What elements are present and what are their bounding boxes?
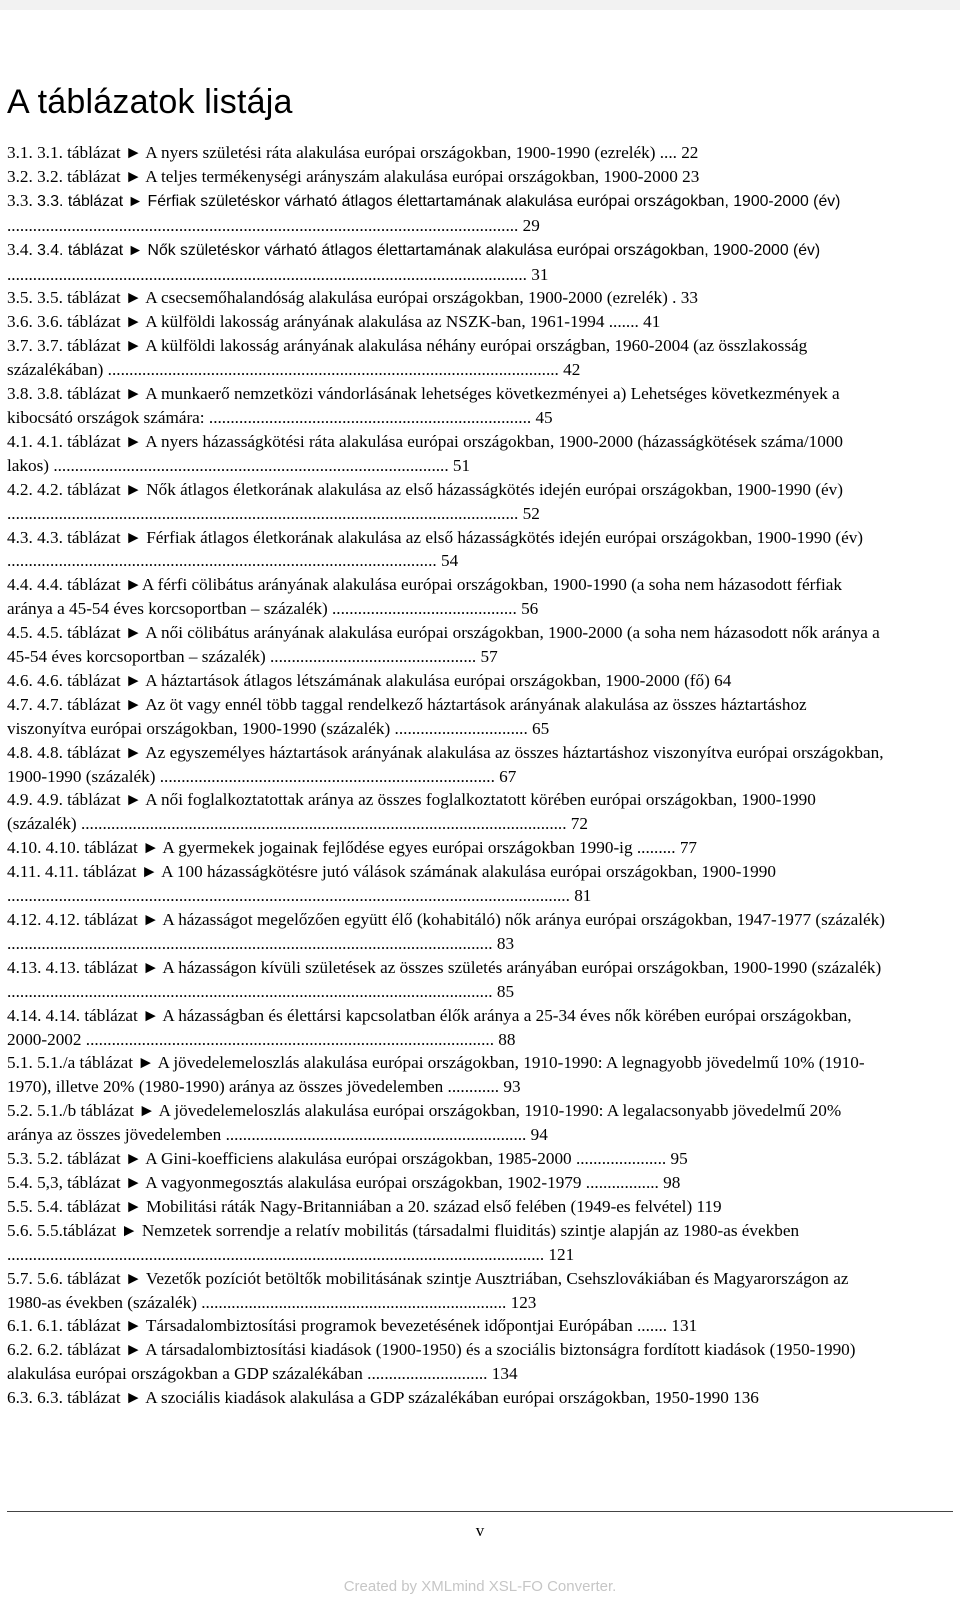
entry-page-number: 88 bbox=[498, 1029, 516, 1049]
entry-number: 3.3. bbox=[7, 190, 38, 210]
dot-leader: ............................... bbox=[390, 718, 533, 738]
entry-page-number: 52 bbox=[522, 503, 540, 523]
entry-title: 3.7. táblázat ► A külföldi lakosság arányának alakulása néhány európai országban, 1960-2004 (az összlakosság százalékában) bbox=[7, 336, 808, 380]
entry-title: 3.8. táblázat ► A munkaerő nemzetközi vándorlásának lehetséges következményei a) Lehetséges következmények a kibocsátó országok számára: bbox=[7, 384, 840, 427]
dot-leader: ....................................................................... bbox=[196, 1292, 511, 1312]
entry-number: 6.2. bbox=[7, 1340, 38, 1360]
entry-title: 4.9. táblázat ► A női foglalkoztatottak aránya az összes foglalkoztatott körében európai országokban, 1900-1990 (százalék) bbox=[7, 790, 816, 834]
dot-leader: ........................................................................... bbox=[204, 407, 536, 427]
dot-leader: ....... bbox=[604, 312, 644, 332]
entry-title: 5.6. táblázat ► Vezetők pozíciót betöltők mobilitásának szintje Ausztriában, Csehszlovákiában és Magyarországon az 1980-as években (százalék) bbox=[7, 1268, 849, 1312]
entry-number: 6.1. bbox=[7, 1316, 38, 1336]
entry-page-number: 83 bbox=[496, 933, 515, 953]
dot-leader: ......................................................................................................................... bbox=[7, 264, 532, 284]
entry-number: 3.4. bbox=[7, 239, 38, 259]
entry-page-number: 131 bbox=[671, 1316, 698, 1336]
toc-entry[interactable] bbox=[7, 669, 887, 693]
dot-leader: ....................................................................................................................... bbox=[7, 215, 523, 235]
entry-page-number: 85 bbox=[496, 981, 515, 1001]
entry-title: 3.4. táblázat ► Nők születéskor várható átlagos élettartamának alakulása európai országokban, 1900-2000 (év) bbox=[37, 241, 821, 259]
toc-entry[interactable] bbox=[7, 1099, 887, 1147]
page-number: v bbox=[475, 1521, 485, 1540]
entry-page-number: 72 bbox=[570, 814, 588, 834]
entry-title: 3.3. táblázat ► Férfiak születéskor várható átlagos élettartamának alakulása európai országokban, 1900-2000 (év) bbox=[37, 192, 841, 210]
entry-title: 4.7. táblázat ► Az öt vagy ennél több taggal rendelkező háztartások arányának alakulása az összes háztartáshoz viszonyítva európai országokban, 1900-1990 (százalék) bbox=[7, 694, 807, 738]
toc-entry[interactable] bbox=[7, 1171, 887, 1195]
dot-leader: ................................................ bbox=[265, 647, 481, 667]
entry-number: 4.7. bbox=[7, 694, 38, 714]
entry-number: 4.10. bbox=[7, 838, 46, 858]
toc-entry[interactable] bbox=[7, 908, 887, 956]
toc-entry[interactable] bbox=[7, 788, 887, 836]
entry-number: 4.2. bbox=[7, 479, 38, 499]
entry-title: 5.1./b táblázat ► A jövedelemeloszlás alakulása európai országokban, 1910-1990: A legalacsonyabb jövedelmű 20% aránya az összes jövedelemben bbox=[7, 1101, 842, 1145]
entry-page-number: 31 bbox=[531, 264, 549, 284]
entry-page-number: 81 bbox=[574, 886, 592, 906]
toc-entry[interactable] bbox=[7, 189, 887, 238]
entry-number: 4.8. bbox=[7, 742, 38, 762]
entry-page-number: 95 bbox=[670, 1149, 688, 1169]
entry-title: 5.4. táblázat ► Mobilitási ráták Nagy-Britanniában a 20. század első felében (1949-es felvétel) bbox=[37, 1196, 693, 1216]
entry-number: 3.1. bbox=[7, 143, 38, 162]
dot-leader: ......................................................................................................... bbox=[103, 360, 564, 380]
toc-entry[interactable] bbox=[7, 573, 887, 621]
dot-leader: ....... bbox=[632, 1316, 672, 1336]
entry-number: 4.11. bbox=[7, 862, 46, 882]
entry-page-number: 119 bbox=[696, 1196, 722, 1216]
entry-number: 4.3. bbox=[7, 527, 38, 547]
entry-number: 5.3. bbox=[7, 1149, 38, 1169]
toc-entry[interactable] bbox=[7, 310, 887, 334]
toc-entry[interactable] bbox=[7, 165, 887, 189]
dot-leader: .................................................................................................... bbox=[7, 551, 441, 571]
dot-leader: ................................................................................................................. bbox=[7, 933, 497, 953]
toc-entry[interactable] bbox=[7, 741, 887, 789]
entry-number: 3.7. bbox=[7, 336, 38, 356]
entry-title: 4.5. táblázat ► A női cölibátus arányának alakulása európai országokban, 1900-2000 (a soha nem házasodott nők aránya a 45-54 éves korcsoportban – százalék) bbox=[7, 623, 880, 667]
dot-leader: ................................................................................................................................... bbox=[7, 886, 575, 906]
entry-number: 5.7. bbox=[7, 1268, 38, 1288]
toc-entry[interactable] bbox=[7, 836, 887, 860]
entry-number: 4.12. bbox=[7, 910, 46, 929]
toc-entry[interactable] bbox=[7, 430, 887, 478]
entry-number: 5.5. bbox=[7, 1196, 38, 1216]
entry-page-number: 123 bbox=[510, 1292, 537, 1312]
toc-entry[interactable] bbox=[7, 526, 887, 574]
footer-divider bbox=[7, 1511, 953, 1512]
entry-number: 5.1. bbox=[7, 1053, 38, 1073]
dot-leader: . bbox=[667, 288, 681, 308]
toc-entry[interactable] bbox=[7, 693, 887, 741]
entry-page-number: 23 bbox=[682, 166, 700, 186]
entry-number: 5.6. bbox=[7, 1220, 38, 1240]
dot-leader: ..................... bbox=[571, 1149, 671, 1169]
entry-page-number: 98 bbox=[663, 1172, 681, 1192]
entry-title: 4.2. táblázat ► Nők átlagos életkorának alakulása az első házasságkötés idején európai országokban, 1900-1990 (év) bbox=[37, 479, 843, 499]
entry-page-number: 121 bbox=[548, 1244, 575, 1264]
dot-leader: ....................................................................................................................... bbox=[7, 503, 523, 523]
dot-leader: ......... bbox=[632, 838, 680, 858]
entry-page-number: 65 bbox=[532, 718, 550, 738]
entry-title: 4.8. táblázat ► Az egyszemélyes háztartások arányának alakulása az összes háztartáshoz viszonyítva európai országokban, 1900-1990 (százalék) bbox=[7, 742, 884, 786]
entry-title: 4.14. táblázat ► A házasságban és élettársi kapcsolatban élők aránya a 25-34 éves nők körében európai országokban, 2000-2002 bbox=[7, 1005, 852, 1049]
entry-page-number: 22 bbox=[681, 143, 699, 162]
toc-entry[interactable] bbox=[7, 956, 887, 1004]
entry-title: 4.13. táblázat ► A házasságon kívüli születések az összes születés arányában európai országokban, 1900-1990 (százalék) bbox=[45, 957, 882, 977]
toc-entry[interactable] bbox=[7, 1314, 887, 1338]
entry-title: 4.10. táblázat ► A gyermekek jogainak fejlődése egyes európai országokban 1990-ig bbox=[45, 838, 633, 858]
entry-number: 4.1. bbox=[7, 431, 38, 451]
toc-entry[interactable] bbox=[7, 1147, 887, 1171]
entry-page-number: 45 bbox=[535, 407, 553, 427]
toc-entry[interactable] bbox=[7, 621, 887, 669]
dot-leader: ............................................................................................... bbox=[81, 1029, 499, 1049]
entry-page-number: 134 bbox=[491, 1364, 518, 1384]
entry-number: 4.13. bbox=[7, 957, 46, 977]
toc-entry[interactable] bbox=[7, 1386, 887, 1410]
entry-title: 5,3, táblázat ► A vagyonmegosztás alakulása európai országokban, 1902-1979 bbox=[37, 1172, 582, 1192]
entry-title: 4.1. táblázat ► A nyers házasságkötési ráta alakulása európai országokban, 1900-2000 (házasságkötések száma/1000 lakos) bbox=[7, 431, 844, 475]
toc-entry[interactable] bbox=[7, 382, 887, 430]
toc-entry[interactable] bbox=[7, 141, 887, 165]
toc-entry[interactable] bbox=[7, 1338, 887, 1386]
toc-entry[interactable] bbox=[7, 1267, 887, 1315]
entry-title: 6.3. táblázat ► A szociális kiadások alakulása a GDP százalékában európai országokban, 1950-1990 bbox=[37, 1388, 729, 1408]
entry-page-number: 67 bbox=[499, 766, 517, 786]
entry-title: 5.2. táblázat ► A Gini-koefficiens alakulása európai országokban, 1985-2000 bbox=[37, 1149, 572, 1169]
entry-title: 4.11. táblázat ► A 100 házasságkötésre jutó válások számának alakulása európai országokban, 1900-1990 bbox=[45, 862, 776, 882]
dot-leader: ............................................................................................................................. bbox=[7, 1244, 549, 1264]
entry-page-number: 57 bbox=[480, 647, 498, 667]
entry-page-number: 54 bbox=[440, 551, 459, 571]
dot-leader: ................................................................................................................. bbox=[76, 814, 571, 834]
entry-title: 3.1. táblázat ► A nyers születési ráta alakulása európai országokban, 1900-1990 (ezrelék) bbox=[37, 143, 656, 162]
entry-title: 4.6. táblázat ► A háztartások átlagos létszámának alakulása európai országokban, 1900-2000 (fő) bbox=[37, 670, 710, 690]
entry-title: 4.3. táblázat ► Férfiak átlagos életkorának alakulása az első házasságkötés idején európai országokban, 1900-1990 (év) bbox=[37, 527, 864, 547]
dot-leader: ........................................... bbox=[327, 599, 522, 619]
entry-title: 3.2. táblázat ► A teljes termékenységi arányszám alakulása európai országokban, 1900-2000 bbox=[37, 166, 678, 186]
entry-number: 3.6. bbox=[7, 312, 38, 332]
dot-leader: ................................................................................................................. bbox=[7, 981, 497, 1001]
toc-entry[interactable] bbox=[7, 334, 887, 382]
entry-number: 5.4. bbox=[7, 1172, 38, 1192]
dot-leader: ...................................................................... bbox=[221, 1125, 531, 1145]
entry-title: 3.6. táblázat ► A külföldi lakosság arányának alakulása az NSZK-ban, 1961-1994 bbox=[37, 312, 605, 332]
dot-leader: .... bbox=[655, 143, 682, 162]
entry-page-number: 56 bbox=[521, 599, 539, 619]
entry-page-number: 33 bbox=[680, 288, 698, 308]
entry-page-number: 42 bbox=[563, 360, 581, 380]
entry-page-number: 136 bbox=[733, 1388, 759, 1408]
dot-leader: .............................................................................. bbox=[155, 766, 500, 786]
toc-entry[interactable] bbox=[7, 860, 887, 908]
toc-entry[interactable] bbox=[7, 478, 887, 526]
entry-page-number: 94 bbox=[530, 1125, 548, 1145]
dot-leader: ................. bbox=[581, 1172, 664, 1192]
entry-page-number: 41 bbox=[643, 312, 661, 332]
toc-entry[interactable] bbox=[7, 286, 887, 310]
entry-title: 5.1./a táblázat ► A jövedelemeloszlás alakulása európai országokban, 1910-1990: A legnagyobb jövedelmű 10% (1910-1970), illetve 20% (1980-1990) aránya az összes jövedelemben bbox=[7, 1053, 865, 1097]
entry-number: 3.5. bbox=[7, 288, 38, 308]
entry-title: 4.12. táblázat ► A házasságot megelőzően együtt élő (kohabitáló) nők aránya európai országokban, 1947-1977 (százalék) bbox=[45, 910, 885, 929]
page-title: A táblázatok listája bbox=[7, 83, 293, 121]
entry-number: 3.2. bbox=[7, 166, 38, 186]
toc-entry[interactable] bbox=[7, 238, 887, 287]
entry-title: 4.4. táblázat ►A férfi cölibátus arányának alakulása európai országokban, 1900-1990 (a soha nem házasodott férfiak aránya a 45-54 éves korcsoportban – százalék) bbox=[7, 575, 843, 619]
entry-page-number: 29 bbox=[522, 215, 540, 235]
toc-entry[interactable] bbox=[7, 1051, 887, 1099]
toc-entry[interactable] bbox=[7, 1219, 887, 1267]
toc-entry[interactable] bbox=[7, 1195, 887, 1219]
dot-leader: ............................ bbox=[362, 1364, 492, 1384]
entry-title: 6.2. táblázat ► A társadalombiztosítási kiadások (1900-1950) és a szociális biztonságra fordított kiadások (1950-1990) alakulása európai országokban a GDP százalékában bbox=[7, 1340, 856, 1384]
entry-title: 3.5. táblázat ► A csecsemőhalandóság alakulása európai országokban, 1900-2000 (ezrelék) bbox=[37, 288, 668, 308]
entry-number: 3.8. bbox=[7, 384, 38, 404]
entry-title: 6.1. táblázat ► Társadalombiztosítási programok bevezetésének időpontjai Európában bbox=[37, 1316, 633, 1336]
dot-leader: ............ bbox=[443, 1077, 504, 1097]
dot-leader: ............................................................................................ bbox=[49, 455, 453, 475]
entry-title: 5.5.táblázat ► Nemzetek sorrendje a relatív mobilitás (társadalmi fluiditás) szintje alapján az 1980-as években bbox=[37, 1220, 800, 1240]
entry-number: 4.6. bbox=[7, 670, 38, 690]
converter-credit: Created by XMLmind XSL-FO Converter. bbox=[343, 1578, 617, 1595]
entry-page-number: 51 bbox=[452, 455, 471, 475]
entry-page-number: 64 bbox=[714, 670, 732, 690]
table-list bbox=[7, 141, 887, 1410]
entry-page-number: 93 bbox=[503, 1077, 521, 1097]
entry-number: 6.3. bbox=[7, 1388, 38, 1408]
entry-number: 4.14. bbox=[7, 1005, 46, 1025]
entry-number: 4.9. bbox=[7, 790, 38, 810]
toc-entry[interactable] bbox=[7, 1004, 887, 1052]
entry-number: 4.5. bbox=[7, 623, 38, 643]
entry-page-number: 77 bbox=[679, 838, 697, 858]
entry-number: 4.4. bbox=[7, 575, 38, 595]
top-bar bbox=[0, 0, 960, 10]
entry-number: 5.2. bbox=[7, 1101, 38, 1121]
